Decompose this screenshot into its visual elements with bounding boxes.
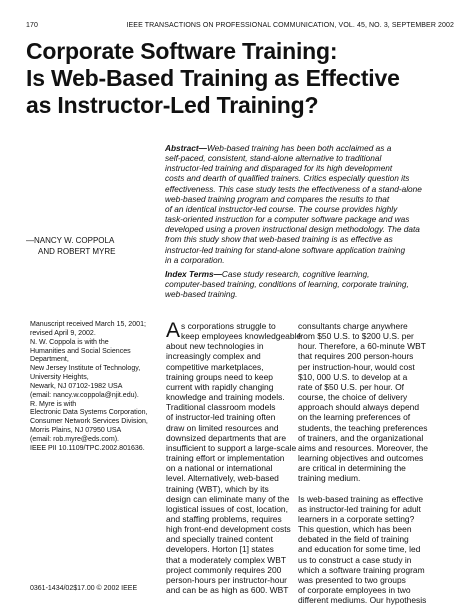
index-terms-line: Index Terms—Case study research, cognitive learning, [165,269,370,279]
index-terms-line: web-based training. [165,289,238,300]
body-line: current with rapidly changing [166,381,274,392]
body-line: This question, which has been [298,524,412,535]
body-line: students, the teaching preferences [298,422,428,433]
body-line: rate of $50 U.S. per hour. Of [298,381,404,392]
abstract [165,143,457,265]
manuscript-line: (email: nancy.w.coppola@njit.edu). [30,391,139,399]
abstract-line: costs and dearth of qualified trainers. Critics especially question its [165,173,410,184]
body-line: was presented to two groups [298,574,406,585]
manuscript-line: Electronic Data Systems Corporation, [30,409,148,417]
abstract-line: self-paced, consistent, stand-alone alternative to traditional [165,153,382,164]
body-line: s corporations struggle to [181,321,276,331]
body-line: debated in the field of training [298,534,409,545]
abstract-line: developed using a proven instructional design methodology. The data [165,224,420,235]
body-line: and staffing problems, requires [166,513,282,524]
author-line: AND ROBERT MYRE [38,246,116,256]
body-line: different mediums. Our hypothesis [298,595,427,606]
body-line: high front-end development costs [166,524,291,535]
body-column-1 [166,319,302,596]
body-line: project commonly requires 200 [166,564,282,575]
title-line: as Instructor-Led Training? [26,92,319,118]
body-line: knowledge and training models. [166,392,285,403]
index-terms-line: computer-based training, conditions of learning, corporate training, [165,279,409,290]
manuscript-note [30,321,158,454]
manuscript-line: Newark, NJ 07102-1982 USA [30,382,123,390]
body-line: developers. Horton [1] states [166,544,274,555]
abstract-line: Abstract—Web-based training has been both acclaimed as a [165,143,392,153]
manuscript-line: Morris Plains, NJ 07950 USA [30,427,122,435]
manuscript-line: R. Myre is with [30,400,77,408]
body-line: learning objectives and outcomes [298,453,424,464]
body-line: competitive marketplaces, [166,361,264,372]
drop-cap: A [166,319,181,342]
body-line: from $50 U.S. to $200 U.S. per [298,331,414,342]
body-line: approach should always depend [298,402,420,413]
abstract-line: instructor-led training and disparaged for its high development [165,163,393,174]
body-line: that requires 200 person-hours [298,351,414,362]
body-line: training effort or implementation [166,453,285,464]
body-line: $10, 000 U.S. to develop at a [298,371,408,382]
abstract-line: from this study show that web-based training is as effective as [165,234,393,245]
title-line: Corporate Software Training: [26,38,338,64]
manuscript-line: Consumer Network Services Division, [30,418,148,426]
body-line: person-hours per instructor-hour [166,574,287,585]
body-line: Is web-based training as effective [298,493,424,504]
body-line: about new technologies in [166,341,264,352]
body-line: increasingly complex and [166,351,261,362]
manuscript-line: IEEE PII 10.1109/TPC.2002.801636. [30,444,145,452]
manuscript-line: Manuscript received March 15, 2001; [30,321,146,328]
body-line: us to construct a case study in [298,554,412,565]
body-line: logistical issues of cost, location, [166,503,288,514]
title-line: Is Web-Based Training as Effective [26,65,400,91]
body-line: level. Alternatively, web-based [166,473,279,484]
body-line: Traditional classroom models [166,402,276,413]
manuscript-line: (email: rob.myre@eds.com). [30,435,119,443]
body-line: and specially trained content [166,534,273,545]
page-number: 170 [26,22,38,29]
body-line: of instructor-led training often [166,412,276,423]
body-column-2 [298,321,456,605]
body-line: of corporate employees in two [298,585,411,596]
body-line: and education for some time, led [298,544,421,555]
copyright-footer: 0361-1434/02$17.00 © 2002 IEEE [30,585,138,592]
body-line: and can be as high as 600. WBT [166,585,289,596]
manuscript-line: N. W. Coppola is with the [30,338,109,346]
body-line: aims and resources. Moreover, the [298,442,428,453]
body-line: downsized departments that are [166,432,287,443]
body-line: of trainers, and the organizational [298,432,424,443]
index-terms [165,269,457,299]
manuscript-line: Department, [30,356,69,364]
abstract-line: web-based training program and compares the results to that [165,193,390,204]
body-line: course, the choice of delivery [298,392,408,403]
body-line: keep employees knowledgeable [181,331,302,342]
body-line: are critical in determining the [298,463,406,474]
journal-header: IEEE TRANSACTIONS ON PROFESSIONAL COMMUNICATION, VOL. 45, NO. 3, SEPTEMBER 2002 [126,22,454,29]
body-line: per instruction-hour, would cost [298,361,415,372]
abstract-line: in a corporation. [165,254,225,265]
body-line: training medium. [298,473,361,484]
body-line: on a national or international [166,463,273,474]
body-line: design can eliminate many of the [166,493,290,504]
body-line: as instructor-led training for adult [298,503,421,514]
body-line: that a moderately complex WBT [166,554,287,565]
body-line: which a software training program [298,564,425,575]
abstract-line: effectiveness. This case study tests the effectiveness of a stand-alone [165,183,422,194]
abstract-label: Abstract— [165,143,207,153]
body-line: training groups need to keep [166,371,273,382]
body-line: training (WBT), which by its [166,483,269,494]
body-line: insufficient to support a large-scale [166,442,297,453]
body-line: draw on limited resources and [166,422,279,433]
author-list [26,236,156,257]
body-line: hour. Therefore, a 60-minute WBT [298,341,426,352]
abstract-line: of an identical instructor-led course. The course provides highly [165,203,398,214]
manuscript-line: New Jersey Institute of Technology, [30,365,141,373]
body-line: on the learning preferences of [298,412,411,423]
manuscript-line: Humanities and Social Sciences [30,347,131,355]
abstract-line: task-oriented instruction for a computer software package and was [165,214,410,225]
manuscript-line: University Heights, [30,374,89,382]
index-terms-label: Index Terms— [165,269,222,279]
manuscript-line: revised April 9, 2002. [30,329,96,337]
paragraph-gap [298,484,456,494]
abstract-line: instructor-led training for stand-alone software application training [165,244,406,255]
article-title [26,38,456,119]
author-line: —NANCY W. COPPOLA [26,236,115,245]
body-line: consultants charge anywhere [298,321,408,331]
body-line: learners in a corporate setting? [298,513,415,524]
